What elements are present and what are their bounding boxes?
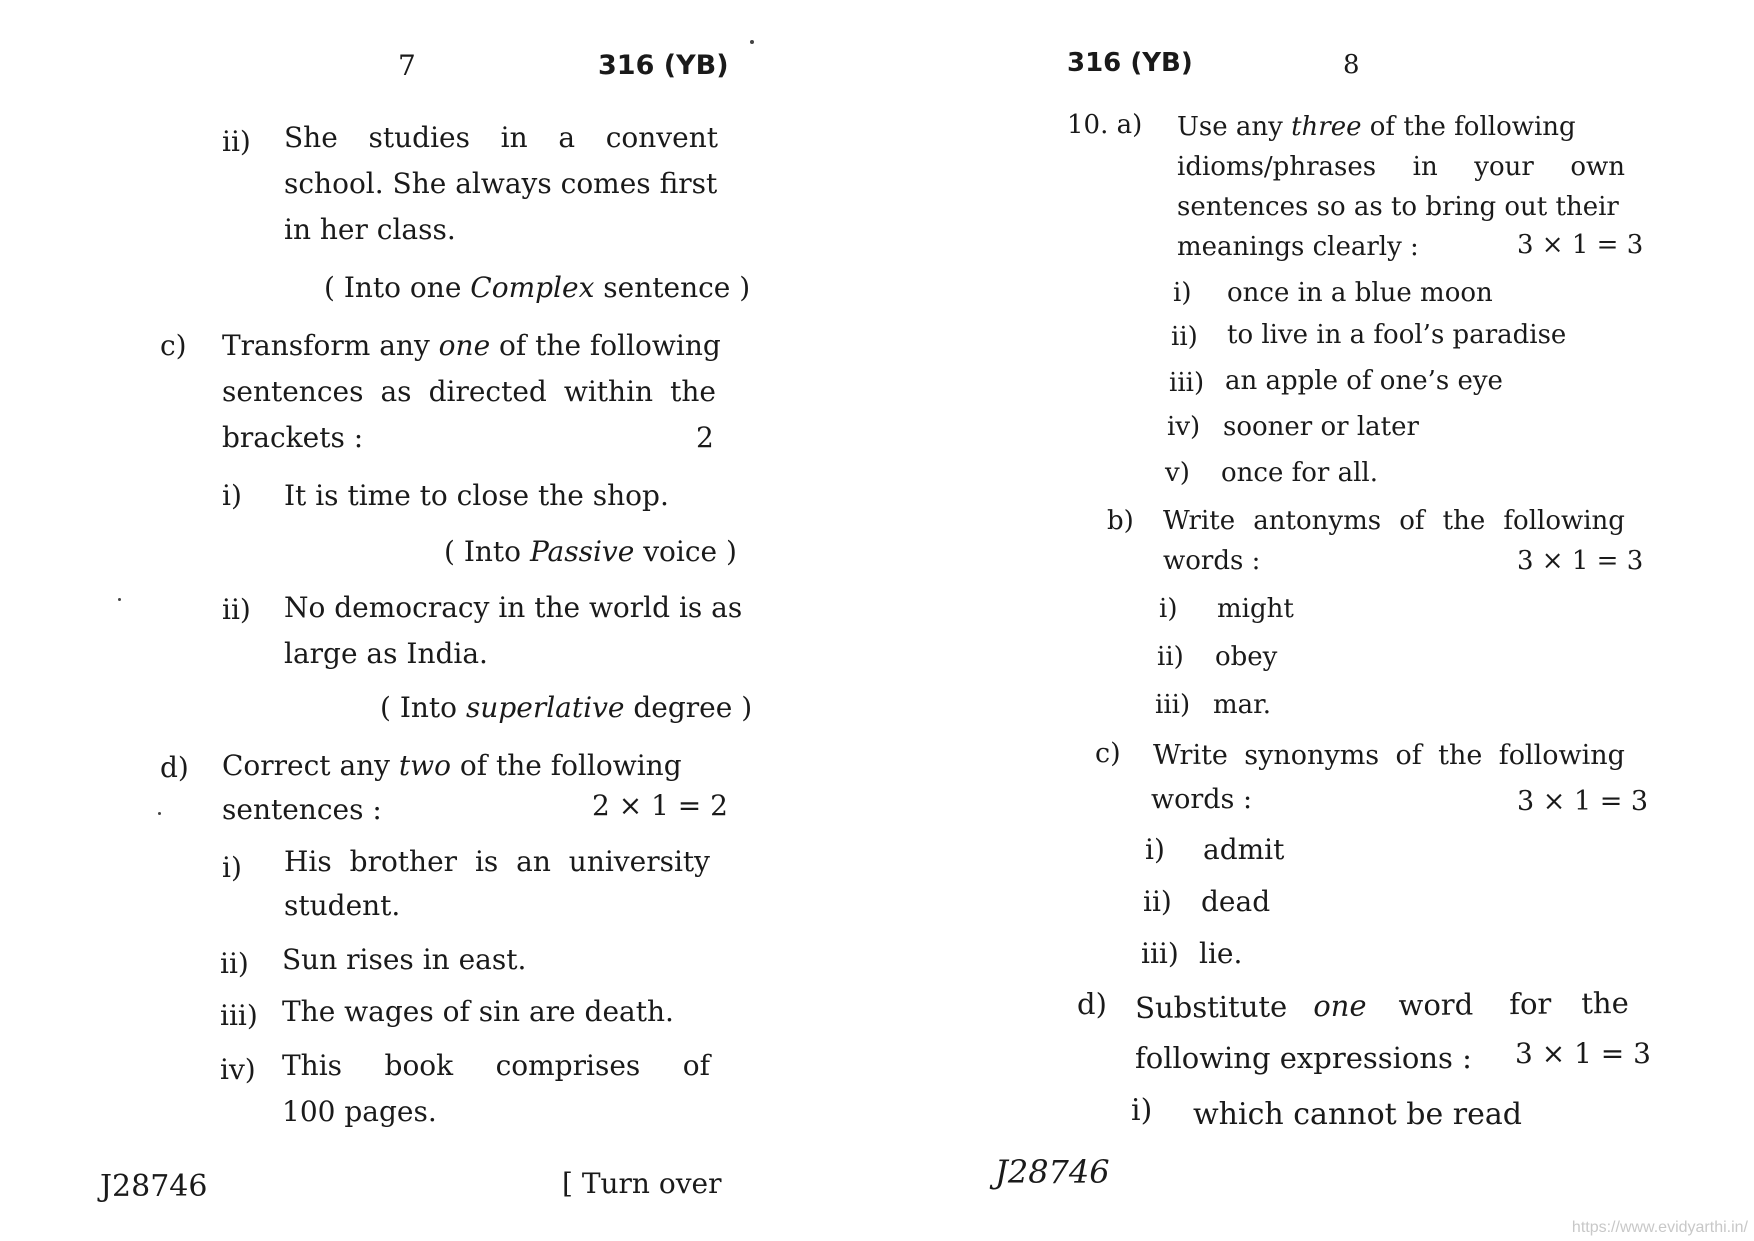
scan-speck (750, 40, 754, 44)
question-line: Correct any two of the following (222, 749, 682, 782)
direction-text: ( Into superlative degree ) (380, 691, 753, 724)
right-page (877, 0, 1754, 1241)
item-text: once for all. (1221, 458, 1378, 488)
footer-code: J28746 (995, 1153, 1110, 1191)
question-line: Write synonyms of the following (1153, 740, 1625, 771)
paper-code: 316 (YB) (1067, 48, 1193, 78)
item-number: ii) (222, 593, 251, 626)
item-text: Sun rises in east. (282, 943, 527, 976)
item-text: It is time to close the shop. (284, 479, 669, 512)
watermark: https://www.evidyarthi.in/ (1571, 1219, 1748, 1236)
item-text: mar. (1213, 690, 1271, 720)
question-label: c) (160, 329, 187, 362)
question-line: words : (1163, 546, 1261, 576)
item-number: i) (222, 851, 242, 884)
question-line: meanings clearly : (1177, 232, 1419, 262)
question-label: d) (1077, 987, 1107, 1021)
item-text: lie. (1199, 937, 1243, 970)
question-line: She studies in a convent (284, 121, 718, 154)
item-text: obey (1215, 642, 1278, 672)
question-line: Use any three of the following (1177, 112, 1576, 142)
item-number: i) (1159, 594, 1178, 624)
item-text: an apple of one’s eye (1225, 366, 1503, 396)
item-number: iii) (220, 999, 258, 1032)
item-number: ii) (1143, 885, 1172, 918)
page-number: 8 (1343, 50, 1360, 80)
question-line: sentences : (222, 793, 382, 826)
item-number: i) (222, 479, 242, 512)
item-number: ii) (222, 125, 251, 158)
marks: 2 (696, 421, 714, 454)
marks: 3 × 1 = 3 (1517, 546, 1644, 576)
question-line: words : (1151, 784, 1253, 815)
question-label: c) (1095, 738, 1121, 769)
item-number: iii) (1169, 368, 1205, 398)
item-number: iii) (1141, 937, 1179, 970)
direction-text: ( Into Passive voice ) (444, 535, 737, 568)
item-text: large as India. (284, 637, 488, 670)
item-text: once in a blue moon (1227, 278, 1493, 308)
item-text: student. (284, 889, 401, 922)
marks: 3 × 1 = 3 (1517, 786, 1649, 817)
question-label: d) (160, 751, 189, 784)
item-text: admit (1203, 833, 1285, 866)
item-number: i) (1145, 833, 1165, 866)
item-number: iii) (1155, 690, 1191, 720)
question-label: 10. a) (1067, 110, 1143, 140)
item-number: i) (1131, 1093, 1153, 1128)
item-text: No democracy in the world is as (284, 591, 743, 624)
item-text: The wages of sin are death. (282, 995, 674, 1028)
question-line: school. She always comes first (284, 167, 718, 200)
item-text: to live in a fool’s paradise (1227, 320, 1567, 350)
turn-over: [ Turn over (562, 1167, 722, 1200)
question-line: Substitute one word for the (1134, 985, 1629, 1025)
footer-code: J28746 (100, 1169, 208, 1204)
item-number: v) (1165, 458, 1190, 488)
question-line: idioms/phrases in your own (1177, 152, 1625, 182)
marks: 2 × 1 = 2 (592, 789, 728, 822)
item-text: His brother is an university (284, 845, 710, 878)
marks: 3 × 1 = 3 (1517, 230, 1644, 260)
paper-code: 316 (YB) (598, 50, 729, 81)
item-number: iv) (1167, 412, 1201, 442)
item-text: dead (1201, 885, 1271, 918)
item-number: ii) (1171, 322, 1198, 352)
direction-text: ( Into one Complex sentence ) (324, 271, 751, 304)
question-label: b) (1107, 506, 1134, 536)
question-line: following expressions : (1135, 1041, 1472, 1075)
page-number: 7 (398, 49, 416, 82)
item-text: This book comprises of (282, 1049, 710, 1082)
question-line: sentences as directed within the (222, 375, 716, 408)
scan-speck (118, 598, 121, 601)
question-line: brackets : (222, 421, 364, 454)
item-number: ii) (1157, 642, 1184, 672)
item-text: which cannot be read (1193, 1097, 1522, 1132)
item-number: ii) (220, 947, 249, 980)
item-text: sooner or later (1223, 412, 1419, 442)
question-line: in her class. (284, 213, 456, 246)
item-text: might (1217, 594, 1294, 624)
item-text: 100 pages. (282, 1095, 437, 1128)
question-line: Transform any one of the following (222, 329, 721, 362)
item-number: iv) (220, 1053, 256, 1086)
question-line: sentences so as to bring out their (1177, 192, 1619, 222)
marks: 3 × 1 = 3 (1515, 1037, 1651, 1070)
scan-speck (158, 812, 161, 815)
item-number: i) (1173, 278, 1192, 308)
question-line: Write antonyms of the following (1163, 506, 1625, 536)
